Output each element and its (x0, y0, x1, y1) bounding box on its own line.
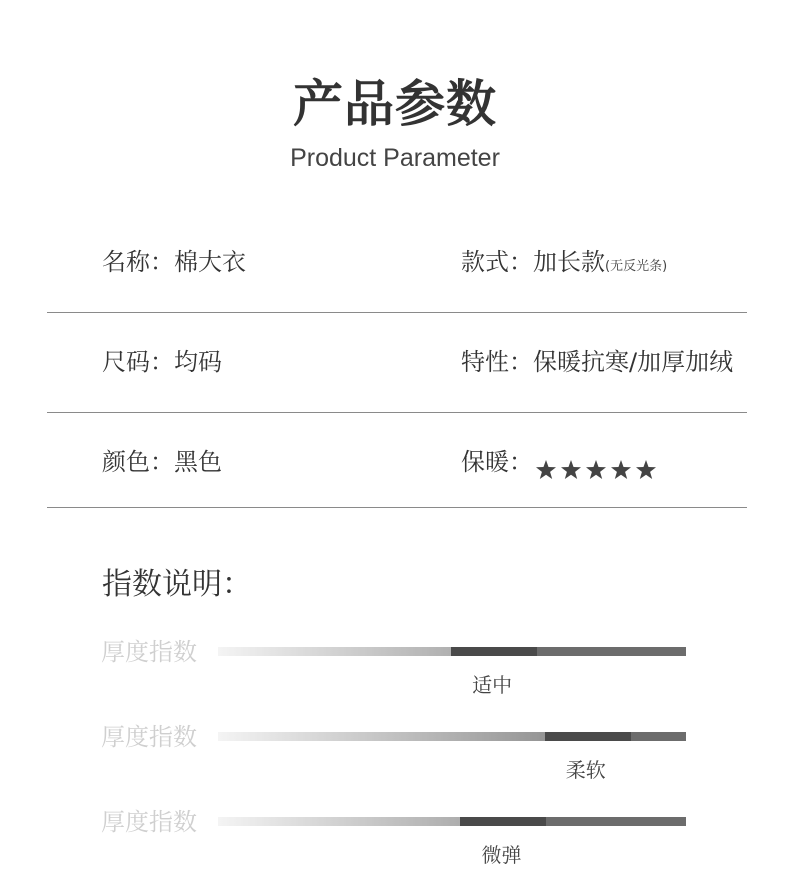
index-label: 厚度指数 (101, 638, 197, 666)
param-row-1 (0, 242, 790, 282)
index-bar-marker (460, 817, 546, 826)
star-icon (585, 453, 607, 475)
divider (47, 412, 747, 413)
param-row-3 (0, 442, 790, 482)
param-note: (无反光条) (605, 259, 668, 274)
index-bar (218, 647, 686, 656)
param-value: 保暖抗寒/加厚加绒 (533, 348, 734, 376)
divider (47, 507, 747, 508)
star-icon (535, 453, 557, 475)
index-bar (218, 732, 686, 741)
divider (47, 312, 747, 313)
param-warmth (461, 442, 660, 483)
param-label: 保暖： (461, 448, 533, 476)
param-label: 颜色： (102, 448, 174, 476)
param-value: 黑色 (174, 448, 222, 476)
index-row-1 (0, 635, 790, 695)
param-value: 均码 (174, 348, 222, 376)
index-value-label: 适中 (472, 673, 513, 697)
param-size (102, 342, 222, 382)
param-label: 名称： (102, 248, 174, 276)
param-label: 特性： (461, 348, 533, 376)
index-bar-rest (537, 647, 686, 656)
star-icon (635, 453, 657, 475)
param-label: 款式： (461, 248, 533, 276)
param-name (102, 242, 246, 282)
param-row-2 (0, 342, 790, 382)
index-bar-rest (546, 817, 686, 826)
star-icon (610, 453, 632, 475)
index-value-label: 微弹 (481, 843, 522, 867)
param-value: 棉大衣 (174, 248, 246, 276)
index-value-label: 柔软 (565, 758, 606, 782)
index-bar (218, 817, 686, 826)
index-bar-rest (631, 732, 686, 741)
param-style (461, 242, 667, 287)
star-icon (560, 453, 582, 475)
page-title-en: Product Parameter (290, 144, 500, 172)
warmth-rating (535, 443, 660, 483)
index-row-3 (0, 805, 790, 865)
index-bar-marker (451, 647, 537, 656)
param-feature (461, 342, 733, 382)
page-title-cn: 产品参数 (293, 75, 497, 133)
param-color (102, 442, 222, 482)
param-label: 尺码： (102, 348, 174, 376)
index-label: 厚度指数 (101, 808, 197, 836)
index-row-2 (0, 720, 790, 780)
index-section-title: 指数说明： (102, 567, 252, 602)
index-label: 厚度指数 (101, 723, 197, 751)
index-bar-marker (545, 732, 631, 741)
param-value: 加长款 (533, 248, 605, 276)
